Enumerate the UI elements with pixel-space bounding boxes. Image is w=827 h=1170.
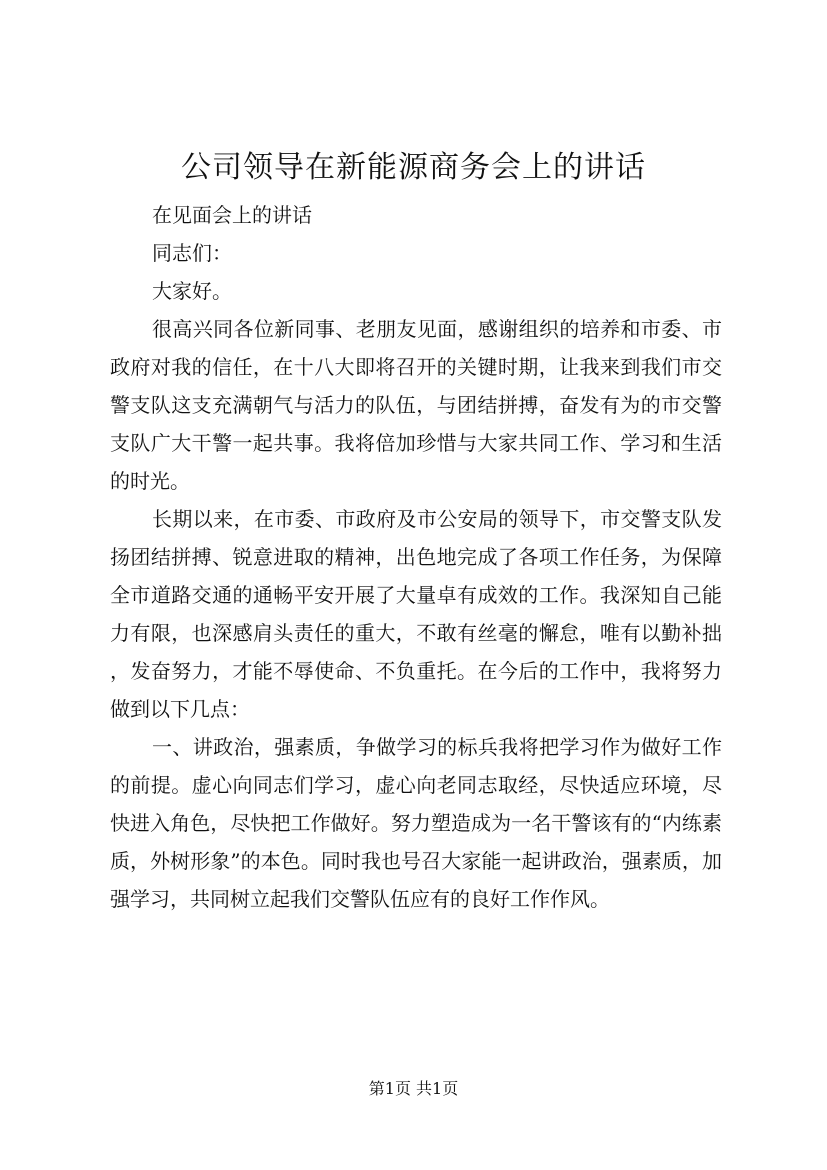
paragraph-background: 长期以来，在市委、市政府及市公安局的领导下，市交警支队发扬团结拼搏、锐意进取的精神，出色地完成了各项工作任务，为保障全市道路交通的通畅平安开展了大量卓有成效的工作。我深知自己能力有限，也深感肩头责任的重大，不敢有丝毫的懈怠，唯有以勤补拙，发奋努力，才能不辱使命、不负重托。在今后的工作中，我将努力做到以下几点： — [110, 507, 722, 721]
paragraph-subtitle: 在见面会上的讲话 — [152, 203, 312, 227]
paragraph-intro: 很高兴同各位新同事、老朋友见面，感谢组织的培养和市委、市政府对我的信任，在十八大即将召开的关键时期，让我来到我们市交警支队这支充满朝气与活力的队伍，与团结拼搏，奋发有为的市交警支队广大干警一起共事。我将倍加珍惜与大家共同工作、学习和生活的时光。 — [110, 317, 722, 493]
paragraph-greeting: 大家好。 — [152, 279, 232, 303]
document-body — [110, 196, 722, 918]
document-title: 公司领导在新能源商务会上的讲话 — [181, 150, 646, 185]
paragraph-salutation: 同志们： — [152, 241, 232, 265]
page-footer: 第1页 共1页 — [368, 1079, 459, 1098]
paragraph-point-one: 一、讲政治，强素质，争做学习的标兵我将把学习作为做好工作的前提。虚心向同志们学习，虚心向老同志取经，尽快适应环境，尽快进入角色，尽快把工作做好。努力塑造成为一名干警该有的“内练素质，外树形象”的本色。同时我也号召大家能一起讲政治，强素质，加强学习，共同树立起我们交警队伍应有的良好工作作风。 — [110, 735, 722, 911]
